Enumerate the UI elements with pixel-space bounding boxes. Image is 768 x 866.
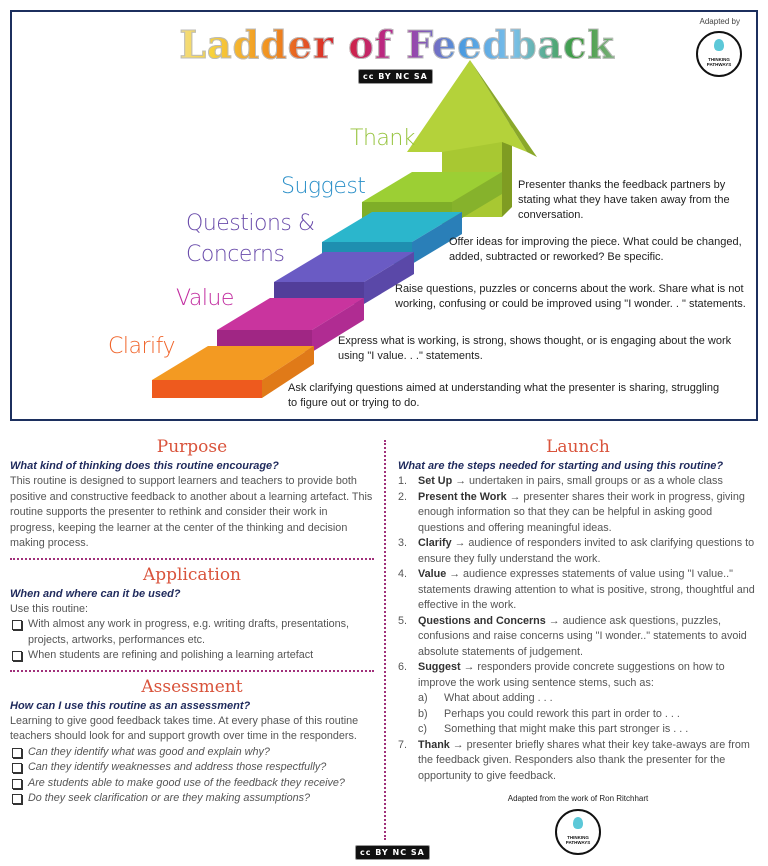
sentence-stem	[418, 707, 758, 723]
step-number: 6.	[398, 661, 408, 673]
arrow-icon: →	[454, 537, 466, 549]
application-item: When students are refining and polishing a learning artefact	[10, 648, 374, 664]
step-name: Clarify	[418, 537, 452, 549]
launch-steps	[398, 474, 758, 784]
assessment-item: Can they identify weaknesses and address those respectfully?	[10, 760, 374, 776]
assessment-list	[10, 745, 374, 807]
application-intro: Use this routine:	[10, 602, 89, 615]
arrow-icon: →	[449, 568, 461, 580]
step-name: Thank	[418, 738, 450, 751]
step-name: Set Up	[418, 475, 453, 487]
arrow-icon: →	[463, 661, 475, 673]
launch-step	[398, 536, 758, 567]
step-text: audience expresses statements of value using "I value.." statements drawing attention to what is positive, strong, thoughtful and effective in the work.	[418, 568, 755, 611]
step-text: undertaken in pairs, small groups or as a whole class	[469, 475, 723, 487]
arrow-icon: →	[452, 738, 464, 751]
adapted-by-label: Adapted by	[699, 17, 740, 26]
assessment-item: Are students able to make good use of the feedback they receive?	[10, 776, 374, 792]
purpose-body: This routine is designed to support learners and teachers to provide both positive and constructive feedback to another about a learning artefact. This routine supports the presenter to rethink and consider their work in progress, keeping the learner at the center of the thinking and decision making process.	[10, 475, 373, 549]
arrow-icon: →	[455, 475, 466, 487]
step-name: Questions and Concerns	[418, 614, 546, 627]
assessment-body: Learning to give good feedback takes time. At every phase of this routine teachers should look for and support growth over time in the responders.	[10, 714, 359, 742]
launch-step	[398, 474, 758, 490]
arrow-head	[407, 60, 527, 152]
launch-step	[398, 738, 758, 785]
ladder-label-questions: Questions & Concerns	[186, 211, 315, 267]
stem-text: What about adding . . .	[444, 692, 553, 704]
stem-text: Something that might make this part stronger is . . .	[444, 723, 689, 735]
assessment-title: Assessment	[141, 676, 243, 697]
purpose-question: What kind of thinking does this routine encourage?	[10, 460, 279, 472]
thinking-pathways-logo: THINKING PATHWAYS	[696, 31, 742, 77]
launch-title: Launch	[546, 437, 610, 457]
step-name: Value	[418, 568, 447, 580]
ladder-label-clarify: Clarify	[108, 334, 175, 359]
stem-letter: b)	[418, 707, 428, 720]
divider	[10, 558, 374, 560]
step-text: audience ask questions, puzzles, confusions and raise concerns using "I wonder.." statements to avoid absolute statements of judgement.	[418, 614, 747, 658]
step-number: 2.	[398, 490, 408, 503]
ladder-desc-value: Express what is working, is strong, shows thought, or is engaging about the work using "I value. . ." statements.	[338, 335, 732, 362]
stem-text: Perhaps you could rework this part in order to . . .	[444, 707, 680, 720]
launch-step	[398, 490, 758, 537]
step-text: presenter briefly shares what their key take-aways are from the feedback given. Responders also thank the presenter for the opportunity to give feedback.	[418, 738, 750, 782]
step-name: Present the Work	[418, 490, 507, 503]
application-question: When and where can it be used?	[10, 587, 181, 600]
step-number: 3.	[398, 537, 408, 549]
ladder-label-suggest: Suggest	[281, 174, 366, 199]
column-divider	[384, 440, 386, 840]
step-number: 1.	[398, 475, 408, 487]
application-list	[10, 617, 374, 664]
application-title: Application	[142, 564, 242, 585]
application-item: With almost any work in progress, e.g. writing drafts, presentations, projects, artworks, performances etc.	[10, 617, 374, 648]
step-name: Suggest	[418, 661, 461, 673]
step-number: 5.	[398, 614, 408, 627]
ladder-desc-questions: Raise questions, puzzles or concerns about the work. Share what is not working, confusing or could be improved using "I wonder. . " statements.	[395, 283, 746, 310]
launch-question: What are the steps needed for starting and using this routine?	[398, 460, 724, 472]
divider	[10, 670, 374, 672]
arrow-icon: →	[509, 490, 521, 503]
stem-letter: c)	[418, 723, 427, 735]
left-column	[10, 436, 374, 807]
launch-step	[398, 660, 758, 738]
purpose-title: Purpose	[156, 437, 228, 457]
launch-step	[398, 614, 758, 661]
step-number: 4.	[398, 568, 408, 580]
ladder-label-value: Value	[176, 286, 234, 311]
launch-step	[398, 567, 758, 614]
page-title: Ladder of Feedback	[132, 22, 662, 67]
ladder-panel	[10, 10, 758, 421]
arrow-icon: →	[548, 614, 560, 627]
credit-text: Adapted from the work of Ron Ritchhart	[507, 794, 649, 803]
stem-letter: a)	[418, 692, 428, 704]
step-text: presenter shares their work in progress, giving enough information so that they can be helpful in asking good questions and offering meaningful ideas.	[418, 490, 745, 534]
sentence-stem	[418, 722, 758, 738]
ladder-desc-clarify: Ask clarifying questions aimed at understanding what the presenter is sharing, struggling to figure out or trying to do.	[288, 382, 720, 409]
assessment-question: How can I use this routine as an assessment?	[10, 699, 251, 712]
ladder-label-thank: Thank	[350, 126, 416, 151]
assessment-item: Can they identify what was good and explain why?	[10, 745, 374, 761]
ladder-desc-thank: Presenter thanks the feedback partners by stating what they have taken away from the conversation.	[518, 179, 730, 221]
right-column	[398, 436, 758, 855]
assessment-item: Do they seek clarification or are they making assumptions?	[10, 791, 374, 807]
cc-license-badge: cc BY NC SA	[358, 69, 433, 84]
sentence-stem	[418, 691, 758, 707]
thinking-pathways-logo-footer: THINKING PATHWAYS	[555, 809, 601, 855]
step-text: responders provide concrete suggestions on how to improve the work using sentence stems, such as:	[418, 661, 725, 689]
cc-license-badge-footer: cc BY NC SA	[355, 845, 430, 860]
step-text: audience of responders invited to ask clarifying questions to ensure they fully understand the work.	[418, 537, 755, 565]
ladder-desc-suggest: Offer ideas for improving the piece. What could be changed, added, subtracted or reworked? Be specific.	[449, 236, 742, 263]
step-number: 7.	[398, 738, 408, 751]
